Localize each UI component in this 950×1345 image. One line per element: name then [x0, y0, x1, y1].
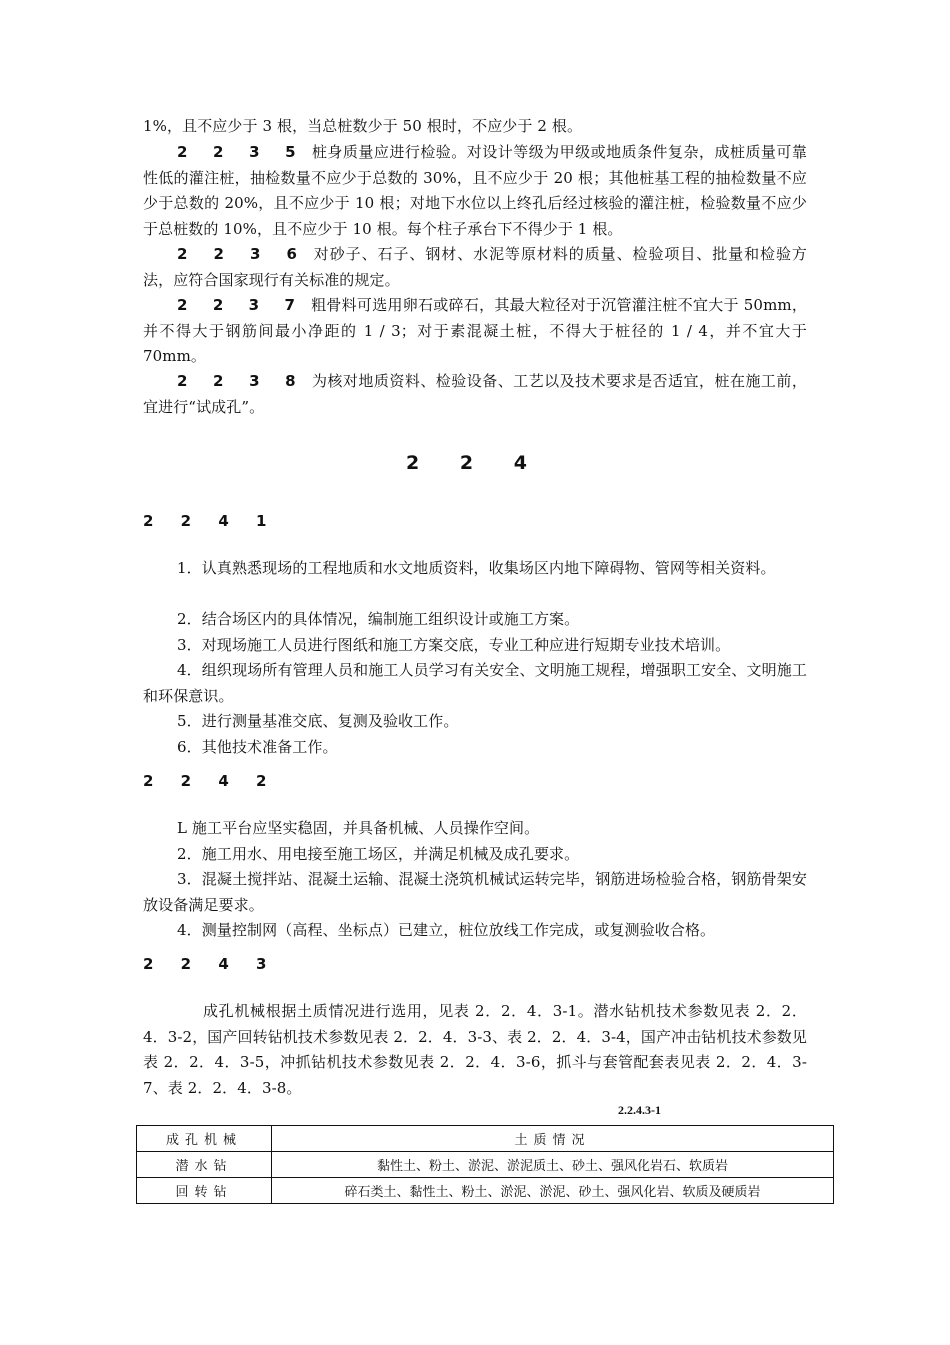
table-cell: 黏性土、粉土、淤泥、淤泥质土、砂土、强风化岩石、软质岩 [272, 1152, 834, 1178]
column-header: 土质情况 [272, 1126, 834, 1152]
soil-table [136, 1125, 834, 1204]
list-item: 2．结合场区内的具体情况，编制施工组织设计或施工方案。 [177, 610, 580, 628]
column-header: 成孔机械 [137, 1126, 272, 1152]
subsection-paragraph: 成孔机械根据土质情况进行选用，见表 2．2．4．3-1。潜水钻机技术参数见表 2．2．4．3-2，国产回转钻机技术参数见表 2．2．4．3-3、表 2．2．4．3-4，国产冲击钻机技术参数见表 2．2．4．3-5，冲抓钻机技术参数见表 2．2．4．3-6，抓斗与套管配套表见表 2．2．4．3-7、表 2．2．4．3-8。 [143, 1002, 808, 1097]
clause-number: 2 2 3 7 [177, 296, 305, 314]
subsection-heading-2241: 2 2 4 1 [143, 512, 278, 530]
clause-number: 2 2 3 6 [177, 245, 307, 263]
list-item: 3．混凝土搅拌站、混凝土运输、混凝土浇筑机械试运转完毕，钢筋进场检验合格，钢筋骨架安放设备满足要求。 [143, 870, 807, 914]
paragraph-2238 [143, 369, 807, 420]
table-cell: 回转钻 [137, 1178, 272, 1204]
paragraph-text: 桩身质量应进行检验。对设计等级为甲级或地质条件复杂，成桩质量可靠性低的灌注桩，抽检数量不应少于总数的 30%，且不应少于 20 根；其他桩基工程的抽检数量不应少于总数的 20%，且不应少于 10 根；对地下水位以上终孔后经过核验的灌注桩，检验数量不应少于总桩数的 10%，且不应少于 10 根。每个柱子承台下不得少于 1 根。 [143, 143, 807, 238]
clause-number: 2 2 3 5 [177, 143, 306, 161]
list-item: 4．测量控制网（高程、坐标点）已建立，桩位放线工作完成，或复测验收合格。 [177, 921, 716, 939]
table-header-row [137, 1126, 834, 1152]
table-cell: 碎石类土、黏性土、粉土、淤泥、淤泥、砂土、强风化岩、软质及硬质岩 [272, 1178, 834, 1204]
list-item: L 施工平台应坚实稳固，并具备机械、人员操作空间。 [177, 819, 540, 837]
paragraph-text: 为核对地质资料、检验设备、工艺以及技术要求是否适宜，桩在施工前，宜进行“试成孔”。 [143, 372, 807, 416]
paragraph-continuation [143, 114, 807, 140]
paragraph-text: 粗骨料可选用卵石或碎石，其最大粒径对于沉管灌注桩不宜大于 50mm，并不得大于钢筋间最小净距的 1 / 3；对于素混凝土桩，不得大于桩径的 1 / 4，并不宜大于 70mm。 [143, 296, 807, 365]
list-item: 3．对现场施工人员进行图纸和施工方案交底，专业工种应进行短期专业技术培训。 [177, 636, 731, 654]
subsection-heading-2243: 2 2 4 3 [143, 955, 278, 973]
paragraph-2235 [143, 140, 807, 242]
table-row [137, 1178, 834, 1204]
paragraph-text: 1%，且不应少于 3 根，当总桩数少于 50 根时，不应少于 2 根。 [143, 117, 583, 135]
subsection-heading-2242: 2 2 4 2 [143, 772, 278, 790]
list-item: 4．组织现场所有管理人员和施工人员学习有关安全、文明施工规程，增强职工安全、文明施工和环保意识。 [143, 661, 807, 705]
list-item: 6．其他技术准备工作。 [177, 738, 338, 756]
paragraph-2236 [143, 242, 807, 293]
section-title: 2 2 4 [406, 452, 544, 474]
list-item: 2．施工用水、用电接至施工场区，并满足机械及成孔要求。 [177, 845, 580, 863]
paragraph-2237 [143, 293, 807, 370]
table-cell: 潜水钻 [137, 1152, 272, 1178]
clause-number: 2 2 3 8 [177, 372, 306, 390]
list-item: 1．认真熟悉现场的工程地质和水文地质资料，收集场区内地下障碍物、管网等相关资料。 [177, 559, 776, 577]
paragraph-text: 对砂子、石子、钢材、水泥等原材料的质量、检验项目、批量和检验方法，应符合国家现行有关标准的规定。 [143, 245, 807, 289]
list-item: 5．进行测量基准交底、复测及验收工作。 [177, 712, 459, 730]
table-row [137, 1152, 834, 1178]
table-caption: 2.2.4.3-1 [618, 1103, 661, 1117]
